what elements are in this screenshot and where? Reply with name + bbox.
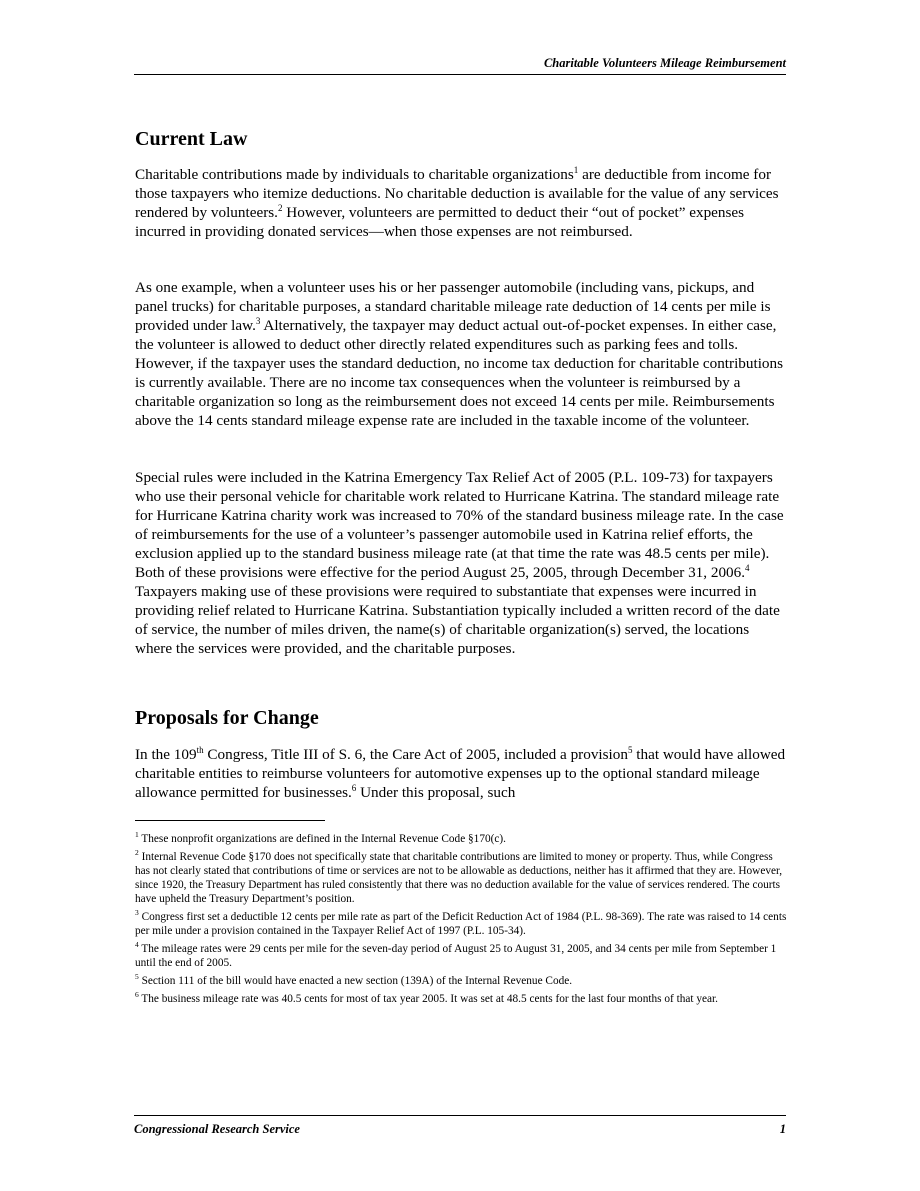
running-title: Charitable Volunteers Mileage Reimbursement (543, 56, 786, 70)
page-number: 1 (779, 1122, 786, 1136)
footnote-divider (135, 820, 325, 821)
paragraph-current-law-1: Charitable contributions made by individuals to charitable organizations$^1$ are deductible from income for those taxpayers who itemize deductions. No charitable deduction is available for the value of any services rendered by volunteers.$^2$ However, volunteers are permitted to deduct their “out of pocket” expenses incurred in providing donated services—when those expenses are not reimbursed. (135, 164, 779, 240)
footnote-2: $^2$ Internal Revenue Code §170 does not specifically state that charitable contributions are limited to money or property. Thus, while Congress has not clearly stated that contributions of time or services are not to be allowable as deductions, neither has it affirmed that they are. However, since 1920, the Treasury Department has ruled consistently that there was no deduction available for the value of services rendered. The courts have upheld the Treasury Department’s position. (135, 848, 783, 905)
section-heading-current-law: Current Law (135, 128, 248, 150)
footnote-4: $^4$ The mileage rates were 29 cents per mile for the seven-day period of August 25 to August 31, 2005, and 34 cents per mile from September 1 until the end of 2005. (135, 940, 777, 969)
paragraph-current-law-3: Special rules were included in the Katrina Emergency Tax Relief Act of 2005 (P.L. 109-73) for taxpayers who use their personal vehicle for charitable work related to Hurricane Katrina. The standard mileage rate for Hurricane Katrina charity work was increased to 70% of the standard business mileage rate. In the case of reimbursements for the use of a volunteer’s passenger automobile used in Katrina relief efforts, the exclusion applied up to the standard business mileage rate (at that time the rate was 48.5 cents per mile). Both of these provisions were effective for the period August 25, 2005, through December 31, 2006.$^4$ Taxpayers making use of these provisions were required to substantiate that expenses were incurred in providing relief related to Hurricane Katrina. Substantiation typically included a written record of the date of service, the number of miles driven, the name(s) of charitable organization(s) served, the locations where the services were provided, and the charitable purposes. (135, 469, 784, 657)
page-footer (134, 1115, 786, 1140)
footnote-3: $^3$ Congress first set a deductible 12 cents per mile rate as part of the Deficit Reduction Act of 1984 (P.L. 98-369). The rate was raised to 14 cents per mile under a provision contained in the Taxpayer Relief Act of 1997 (P.L. 105-34). (135, 908, 787, 937)
footnote-ref-3[interactable]: 3 (255, 315, 261, 326)
footnote-1: $^1$ These nonprofit organizations are defined in the Internal Revenue Code §170(c). (135, 830, 506, 845)
footnote-ref-4[interactable]: 4 (745, 562, 750, 573)
running-header (134, 54, 786, 75)
section-heading-proposals: Proposals for Change (135, 707, 319, 729)
footnote-ref-1[interactable]: 1 (573, 164, 579, 175)
footnote-ref-2[interactable]: 2 (277, 202, 283, 213)
footnote-ref-6[interactable]: 6 (351, 782, 357, 793)
ordinal-suffix: th (196, 744, 204, 755)
footnote-ref-5[interactable]: 5 (627, 744, 633, 755)
footnote-6: $^6$ The business mileage rate was 40.5 cents for most of tax year 2005. It was set at 48.5 cents for the last four months of that year. (135, 990, 718, 1005)
paragraph-proposals-1: In the 109th Congress, Title III of S. 6, the Care Act of 2005, included a provision$^5$ that would have allowed charitable entities to reimburse volunteers for automotive expenses up to the optional standard mileage allowance permitted for businesses.$^6$ Under this proposal, such (135, 744, 786, 801)
footnotes (135, 832, 787, 1010)
paragraph-current-law-2: As one example, when a volunteer uses his or her passenger automobile (including vans, pickups, and panel trucks) for charitable purposes, a standard charitable mileage rate deduction of 14 cents per mile is provided under law.$^3$ Alternatively, the taxpayer may deduct actual out-of-pocket expenses. In either case, the volunteer is allowed to deduct other directly related expenditures such as parking fees and tolls. However, if the taxpayer uses the standard deduction, no income tax deduction for charitable contributions is currently available. There are no income tax consequences when the volunteer is reimbursed by a charitable organization so long as the reimbursement does not exceed 14 cents per mile. Reimbursements above the 14 cents standard mileage expense rate are included in the taxable income of the volunteer. (135, 279, 784, 429)
footnote-5: $^5$ Section 111 of the bill would have enacted a new section (139A) of the Internal Revenue Code. (135, 972, 573, 987)
footer-publisher: Congressional Research Service (134, 1122, 300, 1136)
